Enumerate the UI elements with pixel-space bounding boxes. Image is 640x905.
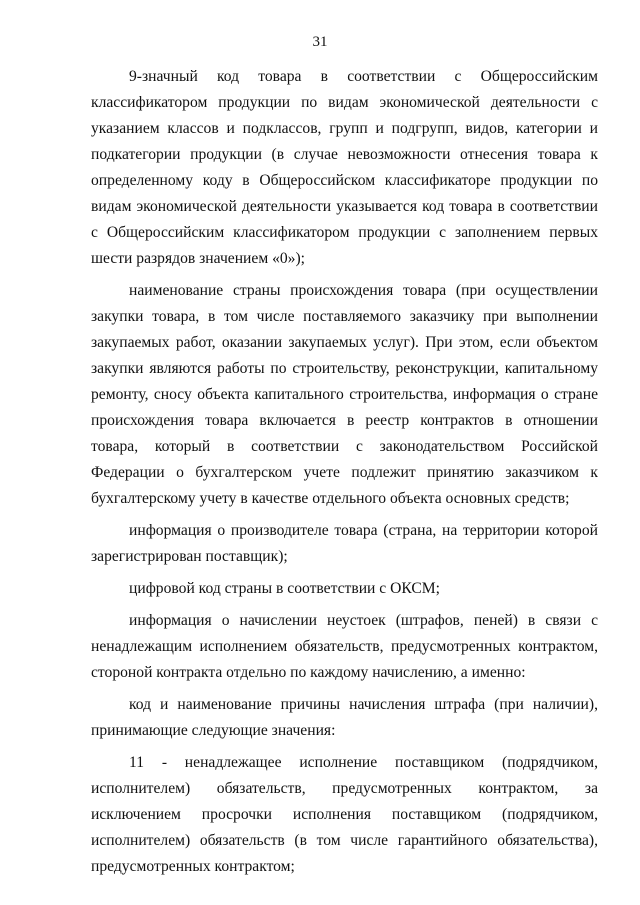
paragraph-product-code: 9-значный код товара в соответствии с Общероссийским классификатором продукции по видам экономической деятельности с указанием классов и подклассов, групп и подгрупп, видов, категории и подкатегории продукции (в случае невозможности отнесения товара к определенному коду в Общероссийском классификаторе продукции по видам экономической деятельности указывается код товара в соответствии с Общероссийским классификатором продукции с заполнением первых шести разрядов значением «0»); [91, 68, 598, 267]
page-number: 31 [312, 34, 328, 50]
paragraph-country-of-origin: наименование страны происхождения товара (при осуществлении закупки товара, в том числе поставляемого заказчику при выполнении закупаемых работ, оказании закупаемых услуг). При этом, если объектом закупки являются работы по строительству, реконструкции, капитальному ремонту, сносу объекта капитального строительства, информация о стране происхождения товара включается в реестр контрактов в отношении товара, который в соответствии с законодательством Российской Федерации о бухгалтерском учете подлежит принятию заказчиком к бухгалтерскому учету в качестве отдельного объекта основных средств; [91, 282, 598, 507]
paragraph-country-code: цифровой код страны в соответствии с ОКСМ; [129, 580, 440, 597]
paragraph-penalties-info: информация о начислении неустоек (штрафов, пеней) в связи с ненадлежащим исполнением обязательств, предусмотренных контрактом, стороной контракта отдельно по каждому начислению, а именно: [91, 612, 598, 681]
paragraph-penalty-reason-code: код и наименование причины начисления штрафа (при наличии), принимающие следующие значения: [91, 696, 598, 739]
paragraph-manufacturer-info: информация о производителе товара (страна, на территории которой зарегистрирован поставщик); [91, 522, 598, 565]
document-body [91, 64, 598, 880]
paragraph-code-11: 11 - ненадлежащее исполнение поставщиком (подрядчиком, исполнителем) обязательств, предусмотренных контрактом, за исключением просрочки исполнения поставщиком (подрядчиком, исполнителем) обязательств (в том числе гарантийного обязательства), предусмотренных контрактом; [91, 754, 598, 875]
